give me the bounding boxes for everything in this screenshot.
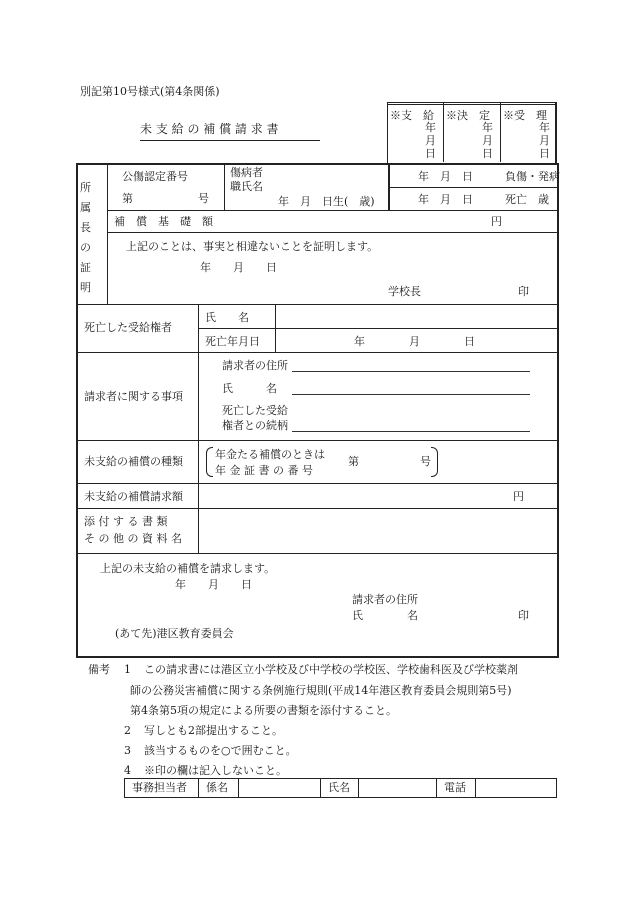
rule-amount-bottom [76, 508, 557, 509]
rule-attachments-bottom [76, 553, 557, 554]
staff-divider-4 [358, 778, 359, 798]
death-age: 歳 [538, 193, 549, 206]
claim-statement: 上記の未支給の補償を請求します。 [100, 562, 276, 575]
claimant-relation-label-1: 死亡した受給 [222, 404, 288, 417]
unpaid-type-label: 未支給の補償の種類 [84, 455, 183, 468]
receipt-box-month: 月 [539, 134, 550, 147]
cert-date: 年 月 日 [200, 261, 277, 274]
deceased-field-divider [275, 304, 276, 352]
claimant-label: 請求者に関する事項 [84, 390, 183, 403]
rule-base-amount-bottom [107, 232, 557, 233]
staff-divider-5 [436, 778, 437, 798]
death-date: 年 月 日 [418, 193, 473, 206]
decision-box-year: 年 [482, 121, 493, 134]
staff-divider-6 [475, 778, 476, 798]
decision-box-month: 月 [482, 134, 493, 147]
note-1-num: 1 [124, 663, 131, 676]
cert-number-label: 公傷認定番号 [122, 170, 188, 183]
side-char-2: 属 [80, 201, 91, 214]
form-title: 未 支 給 の 補 償 請 求 書 [140, 122, 279, 136]
patient-divider [388, 163, 390, 210]
payment-box-month: 月 [425, 134, 436, 147]
deceased-death-date: 年 月 日 [354, 335, 475, 348]
claim-form-table [76, 163, 559, 658]
decision-box-label: ※決 定 [446, 109, 490, 122]
decision-box-day: 日 [482, 147, 493, 160]
staff-phone-label: 電話 [444, 781, 466, 794]
cert-number-prefix: 第 [122, 192, 133, 205]
payment-box-label: ※支 給 [390, 109, 434, 122]
cert-seal: 印 [518, 285, 529, 298]
pension-bracket-left [206, 447, 213, 477]
rule-claimant-bottom [76, 440, 557, 441]
deceased-name-label: 氏 名 [205, 311, 249, 324]
staff-divider-2 [238, 778, 239, 798]
note-1-line-3: 第4条第5項の規定による所要の書類を添付すること。 [130, 704, 397, 717]
note-2-text: 写しとも2部提出すること。 [144, 724, 283, 737]
claimant-relation-field[interactable] [292, 431, 530, 432]
note-3-text: 該当するものを○で囲むこと。 [144, 744, 297, 757]
claim-address-label: 請求者の住所 [352, 593, 418, 606]
patient-birth: 年 月 日生( 歳) [278, 195, 375, 208]
official-boxes-double-top [387, 104, 557, 105]
claimant-address-field[interactable] [292, 371, 530, 372]
patient-label-2: 職氏名 [230, 180, 263, 193]
receipt-box-year: 年 [539, 121, 550, 134]
attachments-label-2: そ の 他 の 資 料 名 [84, 532, 182, 545]
side-char-4: の [80, 241, 91, 254]
note-4-num: 4 [124, 764, 131, 777]
rule-principal-bottom [76, 304, 557, 305]
pension-line-1: 年金たる補償のときは [215, 448, 325, 461]
payment-box-year: 年 [425, 121, 436, 134]
side-char-5: 証 [80, 261, 91, 274]
staff-divider-1 [198, 778, 199, 798]
receipt-box-day: 日 [539, 147, 550, 160]
claimant-name-field[interactable] [292, 394, 530, 395]
rule-deceased-split [198, 328, 557, 329]
claimant-relation-label-2: 権者との続柄 [222, 419, 288, 432]
side-char-1: 所 [80, 181, 91, 194]
rule-type-bottom [76, 483, 557, 484]
principal-side-divider [107, 163, 108, 304]
side-char-3: 長 [80, 221, 91, 234]
receipt-box-label: ※受 理 [503, 109, 547, 122]
pension-bracket-right [431, 447, 438, 477]
side-char-6: 明 [80, 281, 91, 294]
claim-date: 年 月 日 [175, 578, 252, 591]
note-1-line-2: 師の公務災害補償に関する条例施行規則(平成14年港区教育委員会規則第5号) [130, 684, 512, 697]
injury-date: 年 月 日 [418, 170, 473, 183]
claimant-name-label: 氏 名 [222, 382, 277, 395]
claimant-address-label: 請求者の住所 [222, 359, 288, 372]
staff-section-label: 係名 [206, 781, 228, 794]
pension-number-prefix: 第 [348, 455, 359, 468]
note-3-num: 3 [124, 744, 131, 757]
injury-status: 負傷・発病 [505, 170, 560, 183]
note-2-num: 2 [124, 724, 131, 737]
death-label: 死亡 [505, 193, 527, 206]
claim-name-label: 氏 名 [352, 609, 418, 622]
patient-label-1: 傷病者 [230, 166, 263, 179]
claim-amount-unit: 円 [513, 490, 524, 503]
rule-deceased-bottom [76, 352, 557, 353]
attachments-label-1: 添 付 す る 書 類 [84, 515, 168, 528]
staff-divider-3 [320, 778, 321, 798]
claim-amount-label: 未支給の補償請求額 [84, 490, 183, 503]
official-divider-1 [443, 102, 444, 162]
cert-number-divider [224, 163, 225, 210]
cert-statement: 上記のことは、事実と相違ないことを証明します。 [126, 240, 379, 253]
deceased-death-date-label: 死亡年月日 [205, 335, 260, 348]
staff-name-label: 氏名 [328, 781, 350, 794]
notes-heading: 備考 [88, 663, 110, 676]
principal-side-label [80, 178, 104, 298]
cert-number-suffix: 号 [198, 192, 209, 205]
deceased-label: 死亡した受給権者 [84, 321, 172, 334]
official-right-edge [555, 102, 557, 163]
base-amount-unit: 円 [491, 215, 502, 228]
staff-label: 事務担当者 [132, 781, 187, 794]
rule-injury-death-split [388, 187, 557, 188]
cert-signer: 学校長 [388, 285, 421, 298]
note-4-text: ※印の欄は記入しないこと。 [144, 764, 287, 777]
label-column-divider [198, 304, 199, 553]
note-1-line-1: この請求書には港区立小学校及び中学校の学校医、学校歯科医及び学校薬剤 [144, 663, 518, 676]
claim-seal: 印 [518, 609, 529, 622]
pension-line-2: 年 金 証 書 の 番 号 [215, 464, 313, 477]
base-amount-label: 補 償 基 礎 額 [114, 215, 213, 228]
payment-box-day: 日 [425, 147, 436, 160]
pension-number-suffix: 号 [420, 455, 431, 468]
addressee: (あて先)港区教育委員会 [115, 627, 234, 640]
official-divider-2 [500, 102, 501, 162]
form-id: 別記第10号様式(第4条関係) [80, 85, 220, 98]
title-underline [140, 140, 320, 141]
rule-cert-row-bottom [107, 210, 557, 211]
